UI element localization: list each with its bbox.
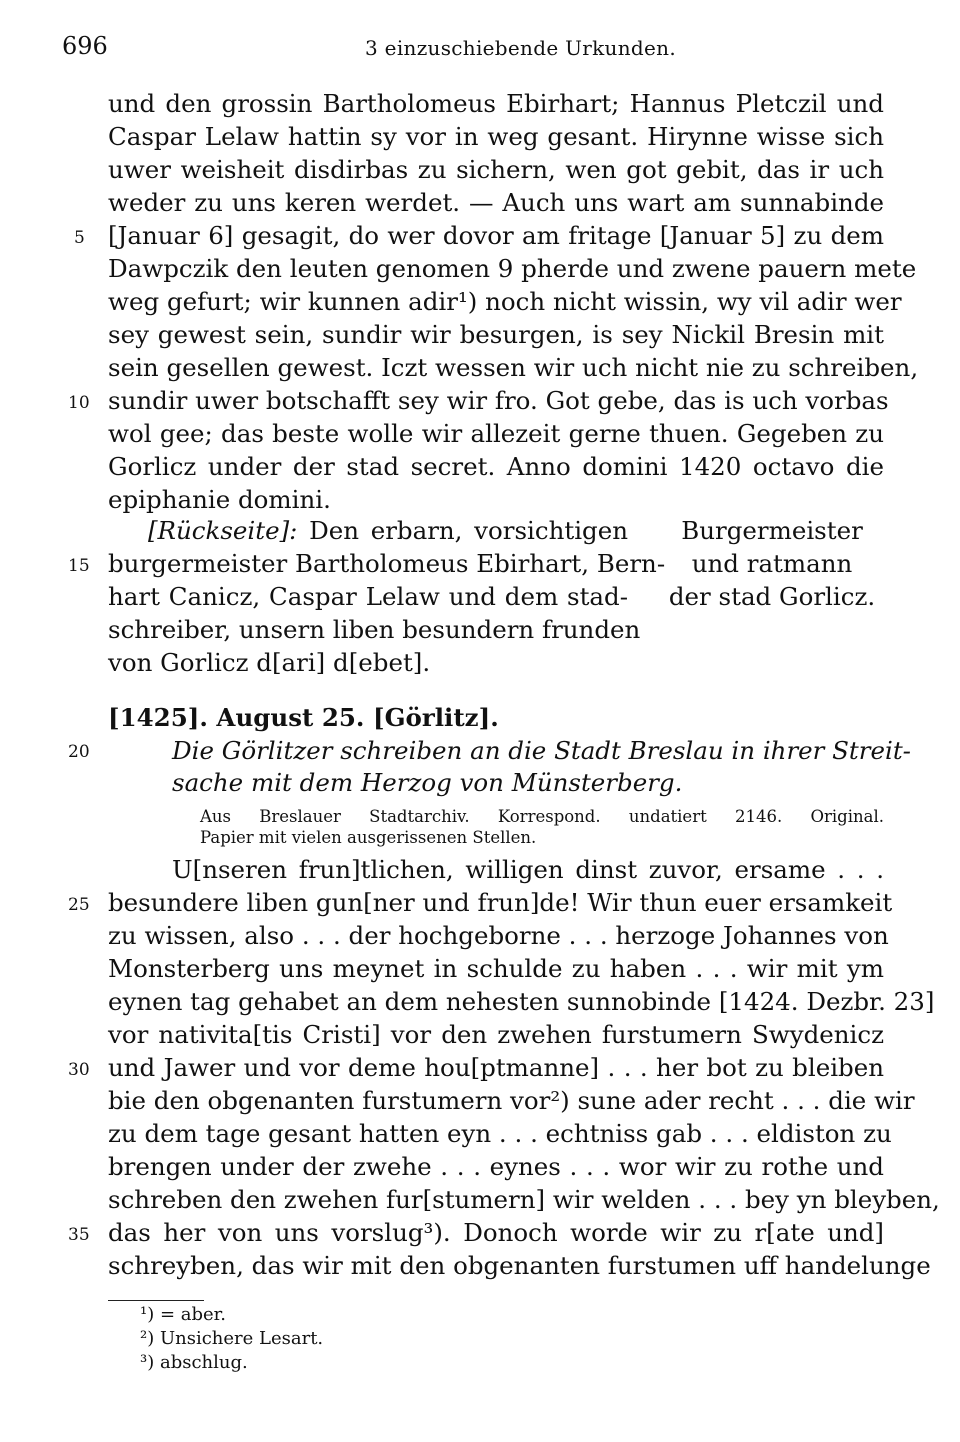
text-line: zu dem tage gesant hatten eyn . . . echtniss gab . . . eldiston zu (108, 1119, 892, 1148)
address-line: burgermeister Bartholomeus Ebirhart, Bern- (108, 549, 666, 578)
line-number: 35 (68, 1225, 90, 1245)
text-line: Gorlicz under der stad secret. Anno domini 1420 octavo die (108, 452, 884, 481)
seal-line: und ratmann (691, 549, 853, 578)
text-line: sein gesellen gewest. Iczt wessen wir uch nicht nie zu schreiben, (108, 353, 919, 382)
text-line: bie den obgenanten furstumern vor²) sune ader recht . . . die wir (108, 1086, 915, 1115)
text-line: [Januar 6] gesagit, do wer dovor am fritage [Januar 5] zu dem (108, 221, 884, 250)
text-line: eynen tag gehabet an dem nehesten sunnobinde [1424. Dezbr. 23] (108, 987, 935, 1016)
regest-line: Die Görlitzer schreiben an die Stadt Breslau in ihrer Streit- (172, 736, 911, 765)
page-number: 696 (62, 32, 108, 60)
address-first-line (108, 516, 628, 546)
text-line: weg gefurt; wir kunnen adir¹) noch nicht wissin, wy vil adir wer (108, 287, 902, 316)
footnote-rule (108, 1300, 204, 1301)
source-note: Papier mit vielen ausgerissenen Stellen. (200, 828, 537, 847)
text-line: weder zu uns keren werdet. — Auch uns wart am sunnabinde (108, 188, 884, 217)
text-line: und Jawer und vor deme hou[ptmanne] . . . her bot zu bleiben (108, 1053, 884, 1082)
address-line: schreiber, unsern liben besundern frunden (108, 615, 641, 644)
text-line: U[nseren frun]tlichen, willigen dinst zuvor, ersame . . . (172, 855, 884, 884)
text-line: Monsterberg uns meynet in schulde zu haben . . . wir mit ym (108, 954, 884, 983)
running-title: 3 einzuschiebende Urkunden. (365, 36, 676, 60)
address-line: hart Canicz, Caspar Lelaw und dem stad- (108, 582, 628, 611)
text-line: epiphanie domini. (108, 485, 331, 514)
text-line: uwer weisheit disdirbas zu sichern, wen got gebit, das ir uch (108, 155, 884, 184)
line-number: 5 (74, 228, 85, 248)
text-line: das her von uns vorslug³). Donoch worde wir zu r[ate und] (108, 1218, 884, 1247)
footnote: ³) abschlug. (140, 1352, 248, 1373)
text-line: Caspar Lelaw hattin sy vor in weg gesant. Hirynne wisse sich (108, 122, 884, 151)
text-line: besundere liben gun[ner und frun]de! Wir thun euer ersamkeit (108, 888, 893, 917)
text-line: schreyben, das wir mit den obgenanten furstumen uff handelunge (108, 1251, 931, 1280)
address-first-text: Den erbarn, vorsichtigen (297, 516, 628, 545)
text-line: schreben den zwehen fur[stumern] wir welden . . . bey yn bleyben, (108, 1185, 940, 1214)
address-line: von Gorlicz d[ari] d[ebet]. (108, 648, 431, 677)
seal-line: Burgermeister (681, 516, 863, 545)
text-line: zu wissen, also . . . der hochgeborne . . . herzoge Johannes von (108, 921, 889, 950)
line-number: 10 (68, 393, 90, 413)
text-line: und den grossin Bartholomeus Ebirhart; Hannus Pletczil und (108, 89, 884, 118)
document-heading: [1425]. August 25. [Görlitz]. (108, 703, 499, 732)
seal-line: der stad Gorlicz. (668, 582, 876, 611)
text-line: vor nativita[tis Cristi] vor den zwehen furstumern Swydenicz (108, 1020, 884, 1049)
text-line: Dawpczik den leuten genomen 9 pherde und zwene pauern mete (108, 254, 917, 283)
line-number: 30 (68, 1060, 90, 1080)
text-line: wol gee; das beste wolle wir allezeit gerne thuen. Gegeben zu (108, 419, 884, 448)
text-line: sey gewest sein, sundir wir besurgen, is sey Nickil Bresin mit (108, 320, 884, 349)
text-line: sundir uwer botschafft sey wir fro. Got gebe, das is uch vorbas (108, 386, 889, 415)
footnote: ¹) = aber. (140, 1304, 227, 1325)
line-number: 20 (68, 742, 90, 762)
verso-label: [Rückseite]: (148, 516, 298, 545)
regest-line: sache mit dem Herzog von Münsterberg. (172, 768, 683, 797)
line-number: 25 (68, 895, 90, 915)
line-number: 15 (68, 556, 90, 576)
footnote: ²) Unsichere Lesart. (140, 1328, 324, 1349)
source-note: Aus Breslauer Stadtarchiv. Korrespond. undatiert 2146. Original. (200, 807, 884, 826)
text-line: brengen under der zwehe . . . eynes . . . wor wir zu rothe und (108, 1152, 884, 1181)
